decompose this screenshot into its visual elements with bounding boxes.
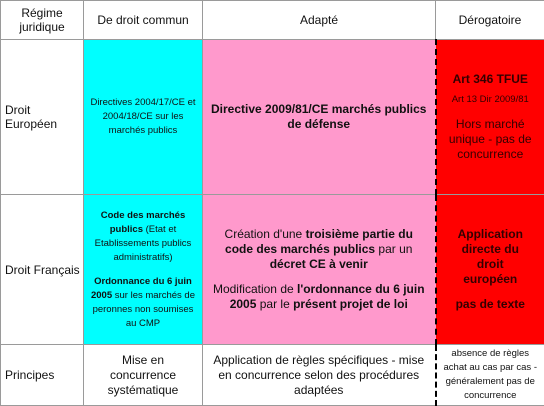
fr-adapte-p2-c: par le [256,297,294,311]
fr-adapte-para2 [209,282,429,312]
fr-derog-p1: Application directe du droit européen [457,227,523,286]
header-droit-commun: De droit commun [84,1,203,40]
fr-derogatoire-cell [436,195,544,345]
fr-adapte-p2-a: Modification de [212,282,297,296]
fr-adapte-p1-a: Création d'une [224,227,306,241]
row-principes [1,345,544,406]
eu-droit-commun-cell: Directives 2004/17/CE et 2004/18/CE sur les marchés publics [84,40,203,195]
eu-derog-text: Hors marché unique - pas de concurrence [448,117,532,161]
fr-adapte-p1-c: par un [375,242,413,256]
row-label-droit-europeen: Droit Européen [1,40,84,195]
fr-ordonnance-rest: sur les marchés de peronnes non soumises au CMP [92,289,196,329]
pr-adapte-cell: Application de règles spécifiques - mise en concurrence selon des procédures adaptées [203,345,436,406]
header-adapte: Adapté [203,1,436,40]
fr-code-marches-bold: Code des marchés publics [100,209,186,235]
fr-adapte-p1-b: troisième partie du code des marchés publics [225,227,413,256]
row-droit-francais [1,195,544,345]
row-label-principes: Principes [1,345,84,406]
header-row [1,1,544,40]
fr-derog-p2: pas de texte [455,297,525,311]
eu-derog-sub: Art 13 Dir 2009/81 [451,94,529,105]
fr-adapte-p1-d: décret CE à venir [269,257,368,271]
fr-adapte-cell [203,195,436,345]
fr-adapte-p2-d: présent projet de loi [293,297,408,311]
header-derogatoire: Dérogatoire [436,1,544,40]
header-regime-juridique: Régime juridique [1,1,84,40]
row-label-droit-francais: Droit Français [1,195,84,345]
fr-ordonnance-text [90,275,196,331]
eu-derog-title: Art 346 TFUE [452,72,528,86]
eu-derogatoire-cell [436,40,544,195]
fr-code-marches-rest: (Etat et Etablissements publics administratifs) [94,223,192,263]
fr-adapte-para1 [209,227,429,272]
pr-derogatoire-cell: absence de règles achat au cas par cas - généralement pas de concurrence [436,345,544,406]
fr-ordonnance-bold: Ordonnance du 6 juin 2005 [90,275,192,301]
fr-droit-commun-cell [84,195,203,345]
row-droit-europeen [1,40,544,195]
fr-code-marches-text [90,209,196,265]
eu-adapte-cell: Directive 2009/81/CE marchés publics de défense [203,40,436,195]
pr-droit-commun-cell: Mise en concurrence systématique [84,345,203,406]
fr-adapte-p2-b: l'ordonnance du 6 juin 2005 [229,282,425,311]
